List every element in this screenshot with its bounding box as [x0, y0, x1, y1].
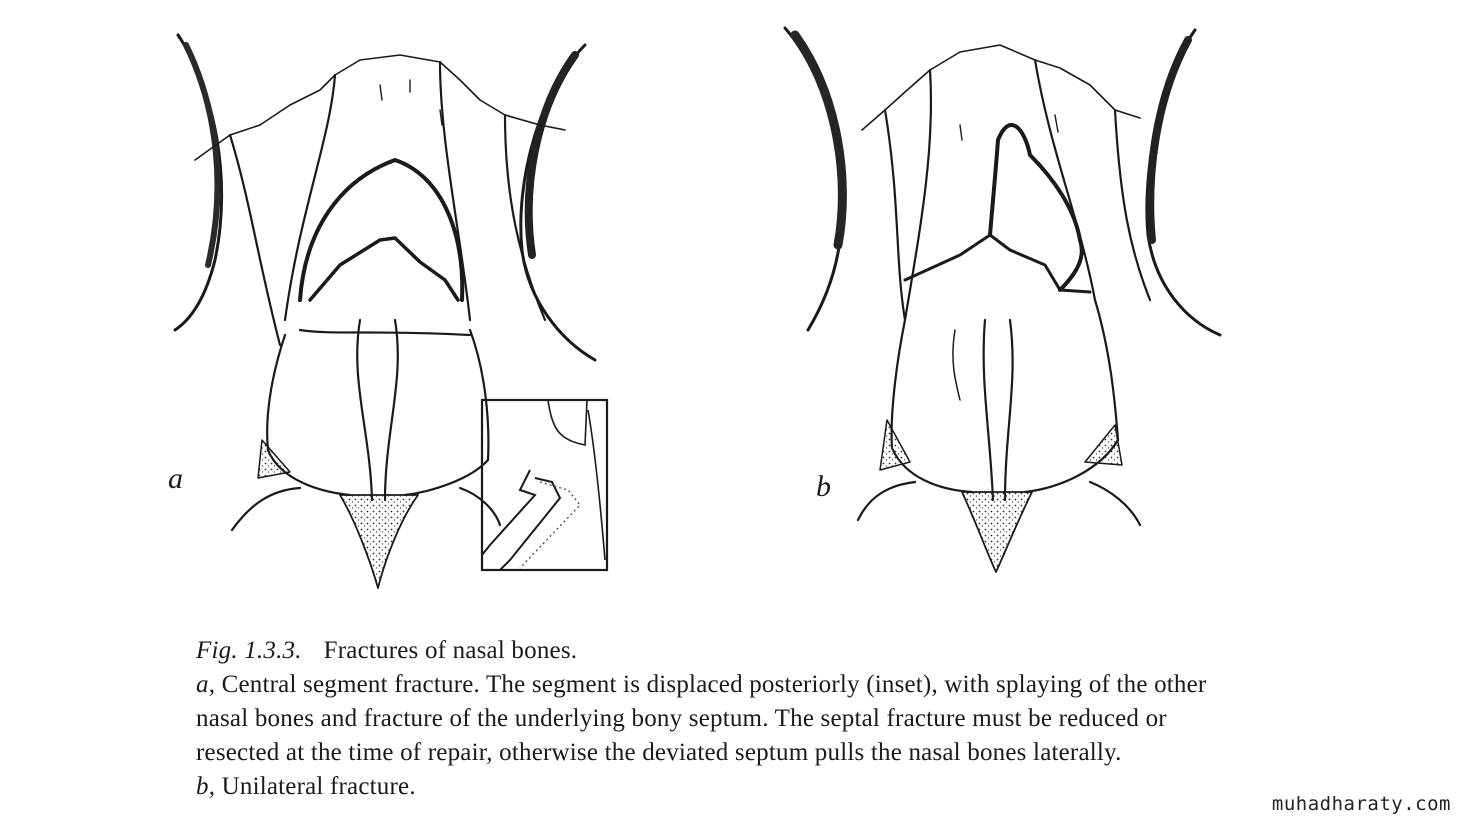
watermark: muhadharaty.com — [1271, 793, 1451, 815]
caption-item-b — [196, 770, 1426, 804]
panel-b-label: b — [816, 470, 831, 503]
caption-item-a-line3: resected at the time of repair, otherwise the deviated septum pulls the nasal bones laterally. — [196, 739, 1122, 766]
panel-b-drawing — [785, 28, 1220, 572]
figure-reference: Fig. 1.3.3. — [196, 637, 302, 664]
caption-item-a-text-line1: Central segment fracture. The segment is displaced posteriorly (inset), with splaying of the other — [221, 671, 1207, 698]
caption-item-a-line2: nasal bones and fracture of the underlying bony septum. The septal fracture must be reduced or — [196, 705, 1167, 732]
inset-diagram — [482, 400, 607, 570]
caption-item-b-letter: b, — [196, 773, 216, 800]
panel-a-label: a — [168, 462, 183, 495]
caption-title: Fractures of nasal bones. — [323, 637, 578, 664]
panel-a-drawing — [175, 35, 595, 588]
caption-item-a-letter: a, — [196, 671, 216, 698]
caption-title-line — [196, 634, 1426, 668]
caption-item-b-text: Unilateral fracture. — [221, 773, 416, 800]
caption-item-a-line1 — [196, 668, 1426, 702]
figure-caption — [196, 634, 1426, 804]
